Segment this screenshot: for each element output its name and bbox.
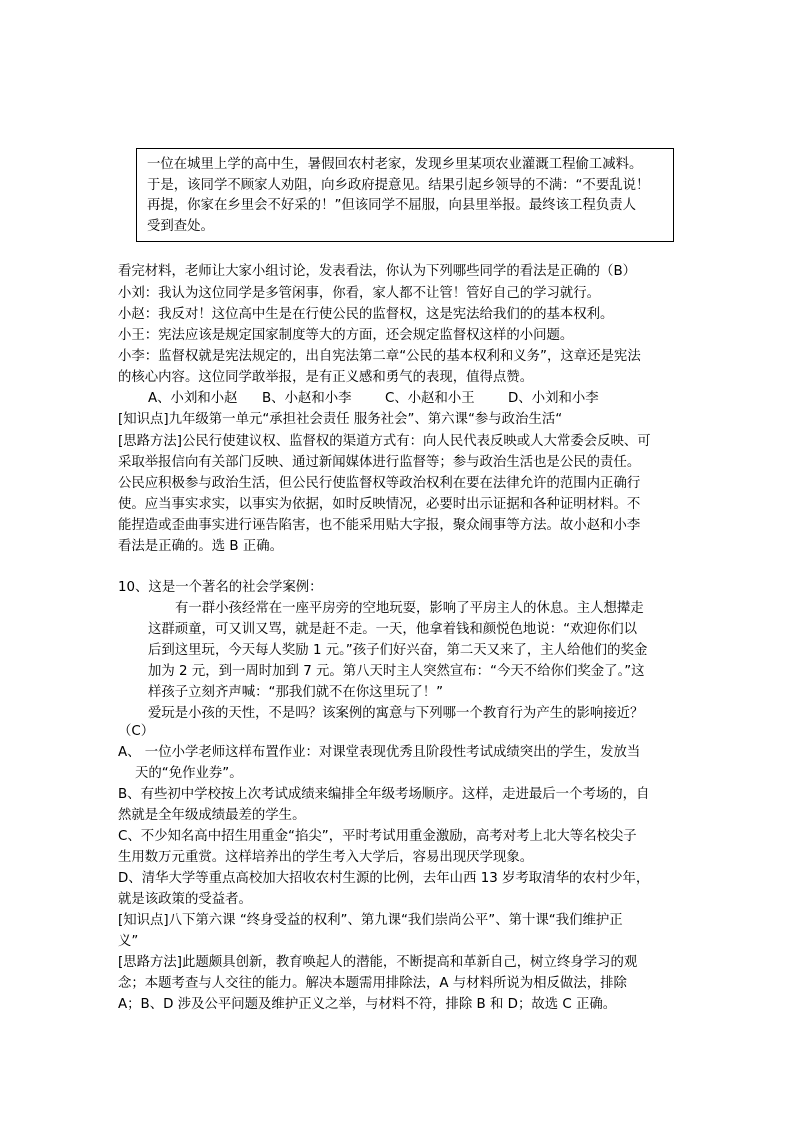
q10-option-line: 天的“免作业券”。 [135,766,243,781]
q9-opinion: 小赵：我反对！这位高中生是在行使公民的监督权，这是宪法给我们的的基本权利。 [118,307,614,322]
q9-stem: 看完材料，老师让大家小组讨论，发表看法，你认为下列哪些同学的看法是正确的（B） [118,264,637,279]
q10-story-line: 有一群小孩经常在一座平房旁的空地玩耍，影响了平房主人的休息。主人想撵走 [175,601,644,616]
q9-option-d: D、小刘和小李 [508,391,599,406]
q10-story-line: 加为 2 元，到一周时加到 7 元。第八天时主人突然宣布：“今天不给你们奖金了。”这 [148,664,645,679]
q10-answer: （C） [118,724,155,739]
q9-opinion: 的核心内容。这位同学敢举报，是有正义感和勇气的表现，值得点赞。 [118,370,534,385]
q9-method-line: [思路方法]公民行使建议权、监督权的渠道方式有：向人民代表反映或人大常委会反映、可 [118,434,651,449]
q9-method-line: 公民应积极参与政治生活，但公民行使监督权等政治权利在要在法律允许的范围内正确行 [118,476,641,491]
material-line: 受到查处。 [147,218,214,234]
q9-option-c: C、小赵和小王 [385,391,475,406]
q9-opinion: 小王：宪法应该是规定国家制度等大的方面，还会规定监督权这样的小问题。 [118,328,574,343]
q10-knowledge-line: 义” [118,934,139,949]
q10-method-line: 念；本题考查与人交往的能力。解决本题需用排除法，A 与材料所说为相反做法，排除 [118,976,627,991]
q10-story-line: 样孩子立刻齐声喊：“那我们就不在你这里玩了！” [148,685,444,700]
q10-option-line: 生用数万元重赏。这样培养出的学生考入大学后，容易出现厌学现象。 [118,850,534,865]
q9-option-b: B、小赵和小李 [262,391,352,406]
q10-option-line: B、有些初中学校按上次考试成绩来编排全年级考场顺序。这样，走进最后一个考场的，自 [118,787,650,802]
material-box [136,148,674,242]
q9-method-line: 使。应当事实求实，以事实为依据，如时反映情况，必要时出示证据和各种证明材料。不 [118,497,641,512]
q10-knowledge-line: [知识点]八下第六课 “终身受益的权利”、第九课“我们崇尚公平”、第十课“我们维护正 [118,913,623,928]
q10-option-line: 然就是全年级成绩最差的学生。 [118,808,306,823]
material-line: 一位在城里上学的高中生，暑假回农村老家，发现乡里某项农业灌溉工程偷工减料。 [147,157,643,172]
q10-option-line: A、 一位小学老师这样布置作业：对课堂表现优秀且阶段性考试成绩突出的学生，发放当 [118,745,641,760]
q9-method-line: 采取举报信向有关部门反映、通过新闻媒体进行监督等；参与政治生活也是公民的责任。 [118,455,641,470]
q10-option-line: D、清华大学等重点高校加大招收农村生源的比例，去年山西 13 岁考取清华的农村少年， [118,871,650,886]
q10-title: 10、这是一个著名的社会学案例： [118,580,323,595]
q9-opinion: 小李：监督权就是宪法规定的，出自宪法第二章“公民的基本权利和义务”，这章还是宪法 [118,349,641,364]
q10-story-line: 后到这里玩，今天每人奖励 1 元。”孩子们好兴奋，第二天又来了，主人给他们的奖金 [148,643,648,658]
q9-opinion: 小刘：我认为这位同学是多管闲事，你看，家人都不让管！管好自己的学习就行。 [118,286,601,301]
material-line: 于是，该同学不顾家人劝阻，向乡政府提意见。结果引起乡领导的不满：“不要乱说！ [147,177,650,193]
q9-method-line: 看法是正确的。选 B 正确。 [118,539,283,554]
material-line: 再提，你家在乡里会不好采的！”但该同学不屈服，向县里举报。最终该工程负责人 [147,198,636,213]
q10-story-line: 这群顽童，可又训又骂，就是赶不走。一天，他拿着钱和颜悦色地说：“欢迎你们以 [148,622,637,637]
q10-option-line: 就是该政策的受益者。 [118,892,252,907]
q10-method-line: A；B、D 涉及公平问题及维护正义之举，与材料不符，排除 B 和 D；故选 C 正确。 [118,997,617,1012]
q10-option-line: C、不少知名高中招生用重金“掐尖”，平时考试用重金激励，高考对考上北大等名校尖子 [118,829,637,844]
q9-option-a: A、小刘和小赵 [148,391,238,406]
q9-knowledge: [知识点]九年级第一单元“承担社会责任 服务社会”、第六课“参与政治生活“ [118,412,563,427]
q9-method-line: 能捏造或歪曲事实进行诬告陷害，也不能采用贴大字报，聚众闹事等方法。故小赵和小李 [118,518,641,533]
q10-method-line: [思路方法]此题颇具创新，教育唤起人的潜能，不断提高和革新自己，树立终身学习的观 [118,955,638,970]
q10-question: 爱玩是小孩的天性，不是吗？该案例的寓意与下列哪一个教育行为产生的影响接近？ [148,706,644,721]
